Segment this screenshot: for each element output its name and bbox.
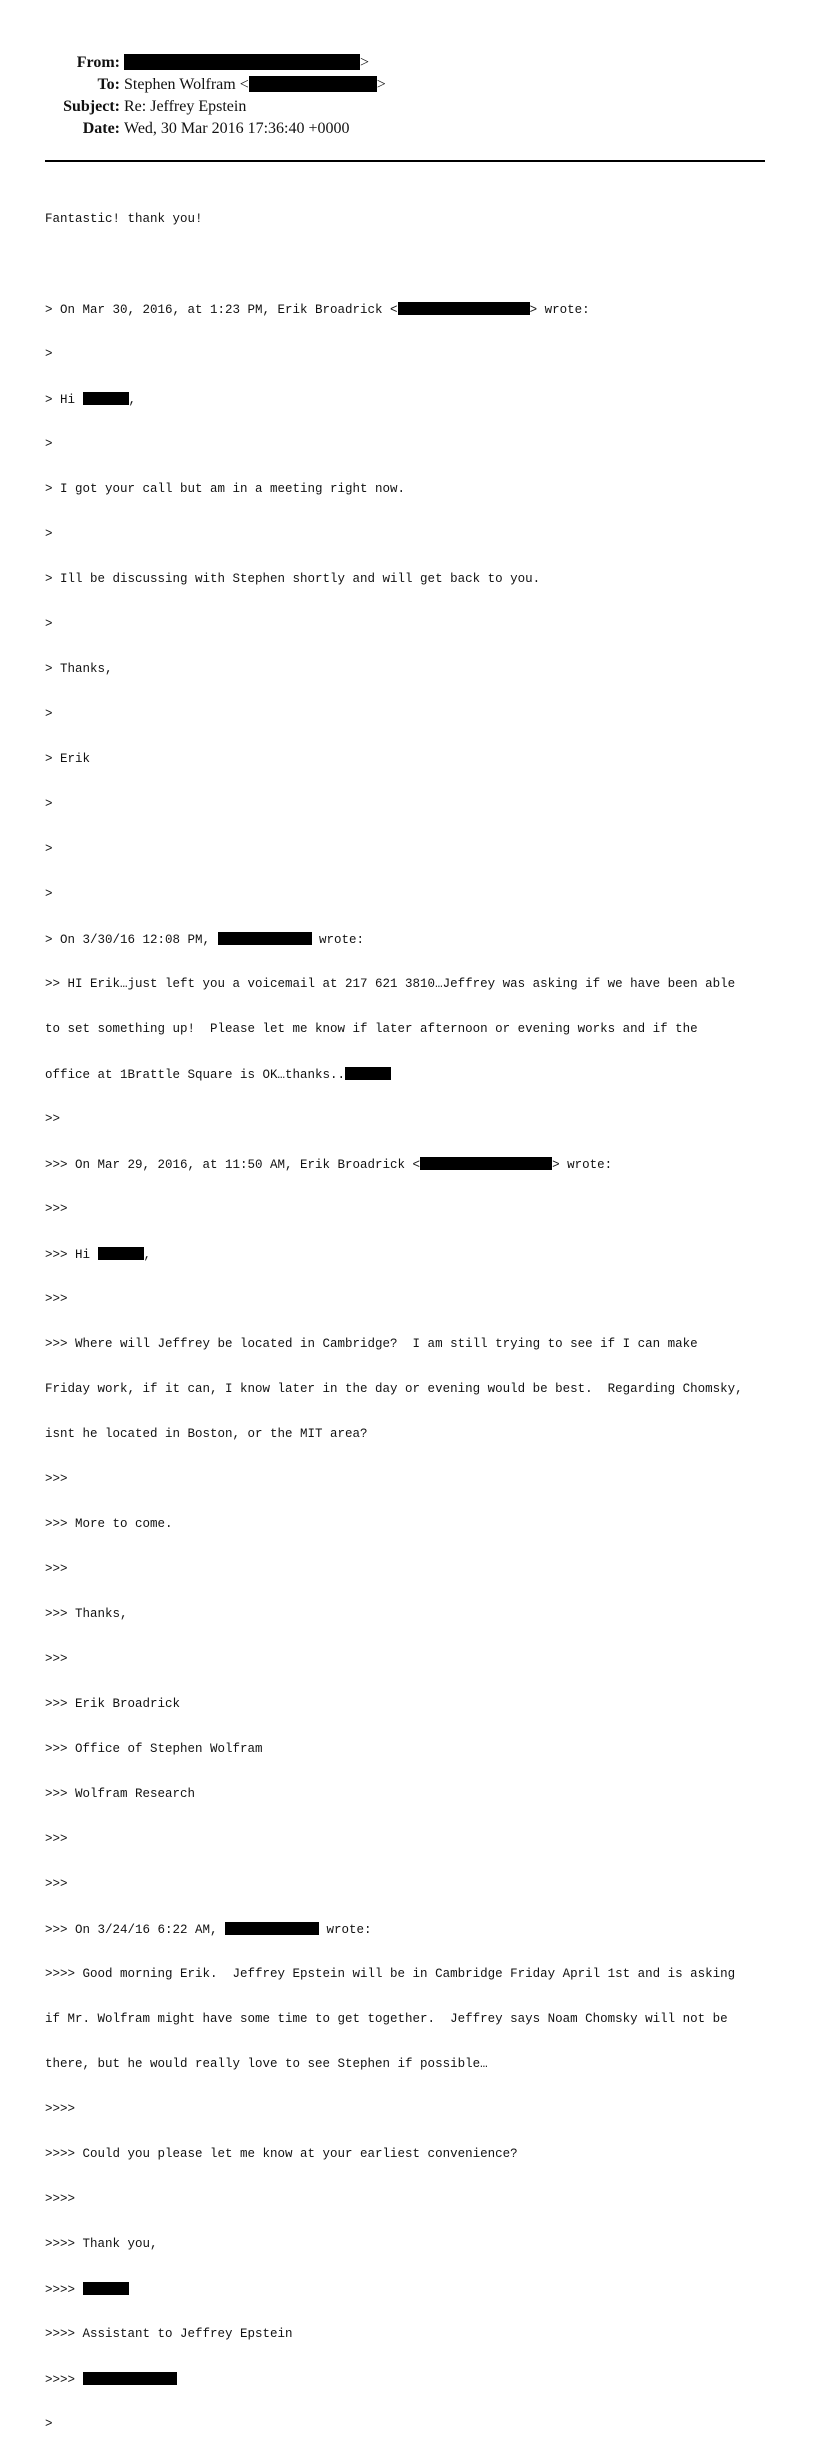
body-line: >>> [45,1292,68,1306]
body-line: Friday work, if it can, I know later in the day or evening would be best. Regarding Chomsky, [45,1382,743,1396]
quote-text: , [143,1248,152,1262]
redaction-box [83,2372,177,2385]
body-line: Fantastic! thank you! [45,212,203,226]
redaction-box [98,1247,144,1260]
quote-text: >>>> [45,2283,83,2297]
quote-text: >>> On Mar 29, 2016, at 11:50 AM, Erik Broadrick < [45,1158,421,1172]
body-line [45,1922,775,1937]
redaction-box [83,2282,129,2295]
body-line [45,392,775,407]
body-line: >>> More to come. [45,1517,173,1531]
body-line: >> HI Erik…just left you a voicemail at 217 621 3810…Jeffrey was asking if we have been able [45,977,736,991]
redaction-box [218,932,312,945]
quote-text: >>>> [45,2373,83,2387]
body-line [45,932,775,947]
body-line: >>> [45,1562,68,1576]
body-line: >>>> [45,2192,76,2206]
body-line [45,1157,775,1172]
body-line: > [45,617,53,631]
header-divider [45,160,765,162]
redaction-box [249,76,377,92]
quote-text: > On Mar 30, 2016, at 1:23 PM, Erik Broadrick < [45,303,398,317]
body-line: >>> Thanks, [45,1607,128,1621]
body-line: > [45,842,53,856]
date-label: Date: [82,120,120,137]
body-line: >>> Erik Broadrick [45,1697,181,1711]
redaction-box [225,1922,319,1935]
body-line: > [45,707,53,721]
body-line: >>>> Assistant to Jeffrey Epstein [45,2327,293,2341]
to-row [0,74,816,96]
body-line: > I got your call but am in a meeting right now. [45,482,406,496]
body-line: >>> [45,1202,68,1216]
to-value [124,74,386,96]
quote-text: > Hi [45,393,83,407]
redaction-box [398,302,530,315]
from-suffix: > [360,54,370,71]
body-line: >>> Office of Stephen Wolfram [45,1742,263,1756]
date-row [0,118,816,140]
body-line [45,1247,775,1262]
body-line: > [45,2417,53,2431]
from-label: From: [76,54,120,71]
redaction-box [124,54,360,70]
quote-text: > wrote: [529,303,590,317]
redaction-box [420,1157,552,1170]
subject-row [0,96,816,118]
subject-label: Subject: [63,98,120,115]
redaction-box [345,1067,391,1080]
body-line: >>>> [45,2102,76,2116]
body-line: >>>> Thank you, [45,2237,158,2251]
body-line: >>> Where will Jeffrey be located in Cambridge? I am still trying to see if I can make [45,1337,698,1351]
quote-text: > On 3/30/16 12:08 PM, [45,933,218,947]
body-line: > [45,887,53,901]
quote-text: wrote: [319,1923,372,1937]
from-row [0,52,816,74]
body-line: >>>> Could you please let me know at your earliest convenience? [45,2147,518,2161]
body-line: >>> [45,1832,68,1846]
body-line: > Erik [45,752,91,766]
body-line: >>>> Good morning Erik. Jeffrey Epstein will be in Cambridge Friday April 1st and is asking [45,1967,736,1981]
body-line [45,257,775,272]
body-line: there, but he would really love to see Stephen if possible… [45,2057,488,2071]
redaction-box [83,392,129,405]
body-line [45,302,775,317]
quote-text: office at 1Brattle Square is OK…thanks.. [45,1068,346,1082]
body-line: > [45,347,53,361]
body-line: >>> [45,1877,68,1891]
date-value: Wed, 30 Mar 2016 17:36:40 +0000 [124,120,350,137]
email-body [45,182,775,2447]
body-line: > Thanks, [45,662,113,676]
quote-text: wrote: [311,933,365,947]
body-line: if Mr. Wolfram might have some time to get together. Jeffrey says Noam Chomsky will not be [45,2012,728,2026]
body-line [45,2372,775,2387]
quote-text: >>> On 3/24/16 6:22 AM, [45,1923,226,1937]
body-line: >>> [45,1652,68,1666]
body-line [45,1067,775,1082]
body-line: > [45,797,53,811]
from-value [124,52,369,74]
to-label: To: [97,76,120,93]
quote-text: > wrote: [552,1158,613,1172]
quote-text: >>> Hi [45,1248,98,1262]
to-suffix: > [376,76,386,93]
body-line: > [45,437,53,451]
to-name: Stephen Wolfram < [124,76,249,93]
body-line: > Ill be discussing with Stephen shortly and will get back to you. [45,572,541,586]
body-line [45,2282,775,2297]
email-header [0,52,816,140]
body-line: >> [45,1112,61,1126]
body-line: > [45,527,53,541]
body-line: >>> Wolfram Research [45,1787,196,1801]
subject-value: Re: Jeffrey Epstein [124,98,247,115]
body-line: isnt he located in Boston, or the MIT area? [45,1427,368,1441]
body-line: >>> [45,1472,68,1486]
body-line: to set something up! Please let me know if later afternoon or evening works and if the [45,1022,698,1036]
quote-text: , [128,393,137,407]
